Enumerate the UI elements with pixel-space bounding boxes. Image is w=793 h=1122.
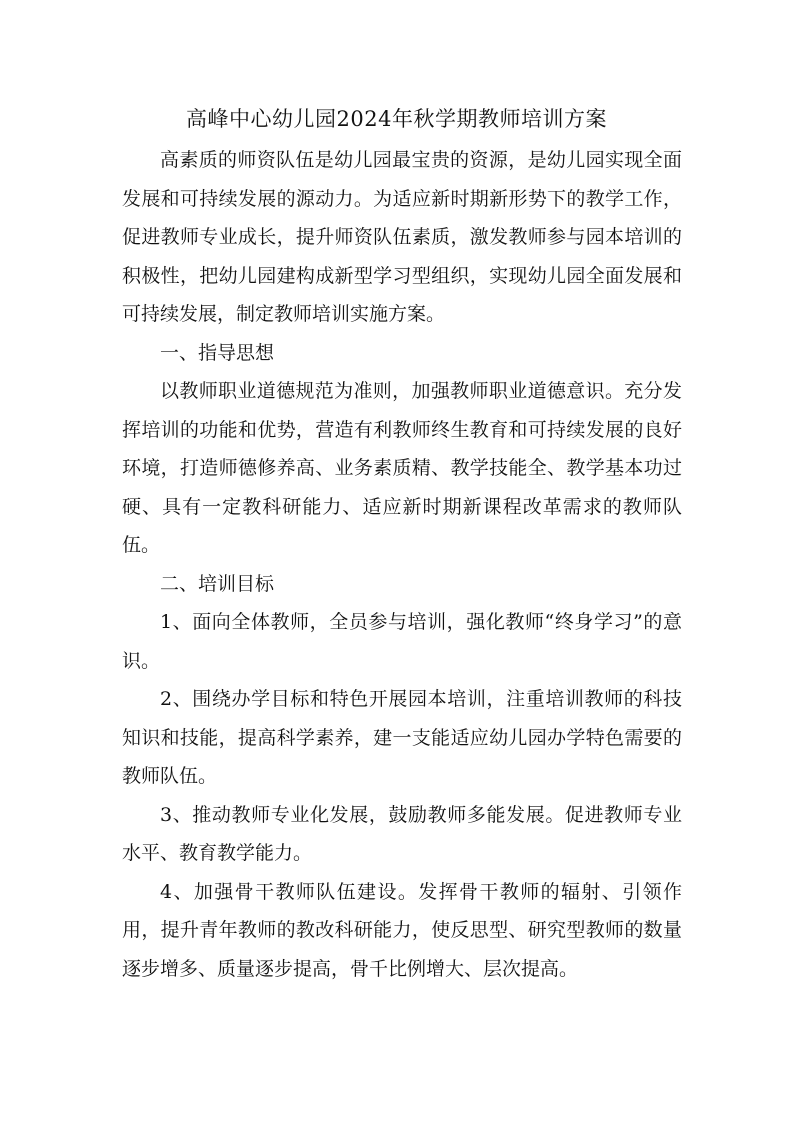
section-heading-training-goals: 二、培训目标 bbox=[160, 572, 275, 595]
paragraph-intro: 高素质的师资队伍是幼儿园最宝贵的资源，是幼儿园实现全面发展和可持续发展的源动力。为适应新时期新形势下的教学工作，促进教师专业成长，提升师资队伍素质，激发教师参与园本培训的积极性，把幼儿园建构成新型学习型组织，实现幼儿园全面发展和可持续发展，制定教师培训实施方案。 bbox=[122, 149, 682, 325]
goal-item-2: 2、围绕办学目标和特色开展园本培训，注重培训教师的科技知识和技能，提高科学素养，建一支能适应幼儿园办学特色需要的教师队伍。 bbox=[122, 688, 682, 787]
goal-item-4: 4、加强骨干教师队伍建设。发挥骨干教师的辐射、引领作用，提升青年教师的教改科研能力，使反思型、研究型教师的数量逐步增多、质量逐步提高，骨千比例增大、层次提高。 bbox=[122, 880, 682, 980]
document-body bbox=[122, 141, 682, 988]
document-title: 高峰中心幼儿园2024年秋学期教师培训方案 bbox=[186, 107, 607, 131]
paragraph-guiding-thought: 以教师职业道德规范为准则，加强教师职业道德意识。充分发挥培训的功能和优势，营造有利教师终生教育和可持续发展的良好环境，打造师德修养高、业务素质精、教学技能全、教学基本功过硬、具有一定教科研能力、适应新时期新课程改革需求的教师队伍。 bbox=[122, 380, 682, 556]
goal-item-1: 1、面向全体教师，全员参与培训，强化教师“终身学习”的意识。 bbox=[122, 611, 682, 672]
section-heading-guiding-thought: 一、指导思想 bbox=[160, 341, 275, 364]
goal-item-3: 3、推动教师专业化发展，鼓励教师多能发展。促进教师专业水平、教育教学能力。 bbox=[122, 803, 682, 864]
